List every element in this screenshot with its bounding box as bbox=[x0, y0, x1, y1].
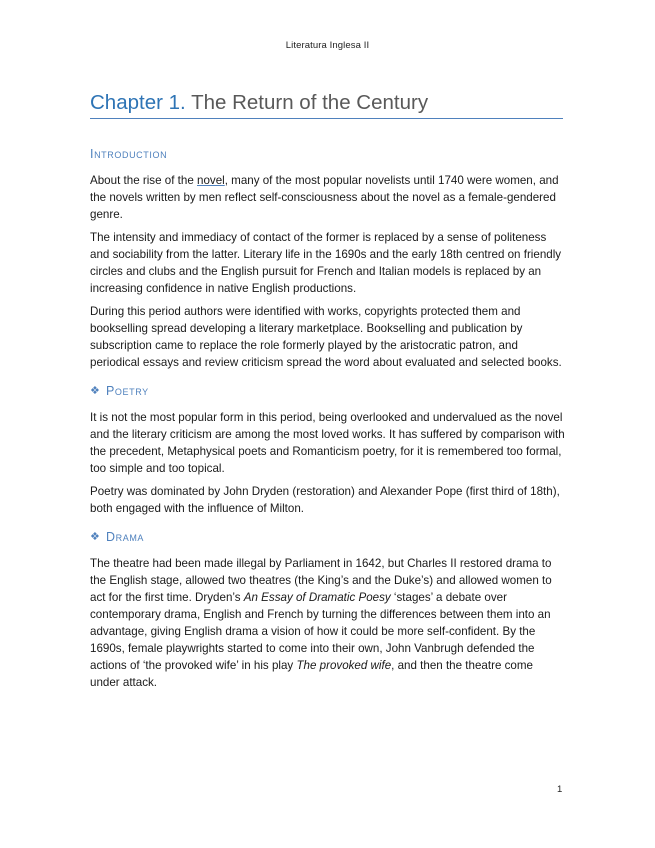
chapter-title bbox=[90, 90, 563, 116]
page-number: 1 bbox=[557, 784, 563, 795]
text-run: The theatre had been made illegal by Parliament in 1642, but Charles II restored drama to the English stage, allowed two theatres (the King’s and the Duke’s) and allowed women to act for the first time. Dryden’s bbox=[90, 557, 552, 604]
paragraph: The intensity and immediacy of contact of the former is replaced by a sense of politeness and sociability from the latter. Literary life in the 1690s and the early 18th centred on friendly circles and clubs and the English pursuit for French and Italian models is replaced by an increasing confidence in native English productions. bbox=[90, 231, 562, 295]
running-header: Literatura Inglesa II bbox=[285, 40, 370, 51]
chapter-heading bbox=[90, 90, 563, 119]
diamond-bullet-icon: ❖ bbox=[90, 531, 101, 543]
paragraph: During this period authors were identified with works, copyrights protected them and bookselling spread developing a literary marketplace. Bookselling and publication by subscription came to replace the role formerly played by the aristocratic patron, and periodical essays and review criticism spread the word about evaluated and selected books. bbox=[90, 305, 562, 369]
section-heading-drama bbox=[90, 529, 565, 546]
section-heading-label: Drama bbox=[106, 530, 145, 544]
document-body bbox=[90, 146, 565, 697]
section-heading-introduction: Introduction bbox=[90, 147, 168, 161]
italic-title: The provoked wife bbox=[296, 659, 392, 672]
diamond-bullet-icon: ❖ bbox=[90, 385, 101, 397]
chapter-name: The Return of the Century bbox=[191, 91, 429, 114]
text-run: ‘stages’ a debate over contemporary drama, English and French by turning the differences between them into an advantage, giving English drama a vision of how it could be more self-confident. By the 1690s, female playwrights started to come into their own, John Vanbrugh defended the actions of ‘the provoked wife’ in his play bbox=[90, 591, 551, 672]
paragraph bbox=[90, 555, 565, 691]
paragraph: Poetry was dominated by John Dryden (restoration) and Alexander Pope (first third of 18th), both engaged with the influence of Milton. bbox=[90, 485, 560, 515]
text-run: , many of the most popular novelists until 1740 were women, and the novels written by men reflect self-consciousness about the novel as a female-gendered genre. bbox=[90, 174, 559, 221]
section-heading-label: Poetry bbox=[106, 384, 149, 398]
chapter-number: Chapter 1. bbox=[90, 91, 186, 114]
novel-link[interactable]: novel bbox=[197, 174, 225, 187]
paragraph: It is not the most popular form in this period, being overlooked and undervalued as the novel and the literary criticism are among the most loved works. It has suffered by comparison with the precedent, Metaphysical poets and Romanticism poetry, for it is remembered too formal, too simple and too topical. bbox=[90, 411, 565, 475]
italic-title: An Essay of Dramatic Poesy bbox=[243, 591, 391, 604]
text-run: , and then the theatre come under attack. bbox=[90, 659, 533, 689]
paragraph bbox=[90, 172, 565, 223]
text-run: About the rise of the bbox=[90, 174, 197, 187]
section-heading-poetry bbox=[90, 383, 565, 400]
